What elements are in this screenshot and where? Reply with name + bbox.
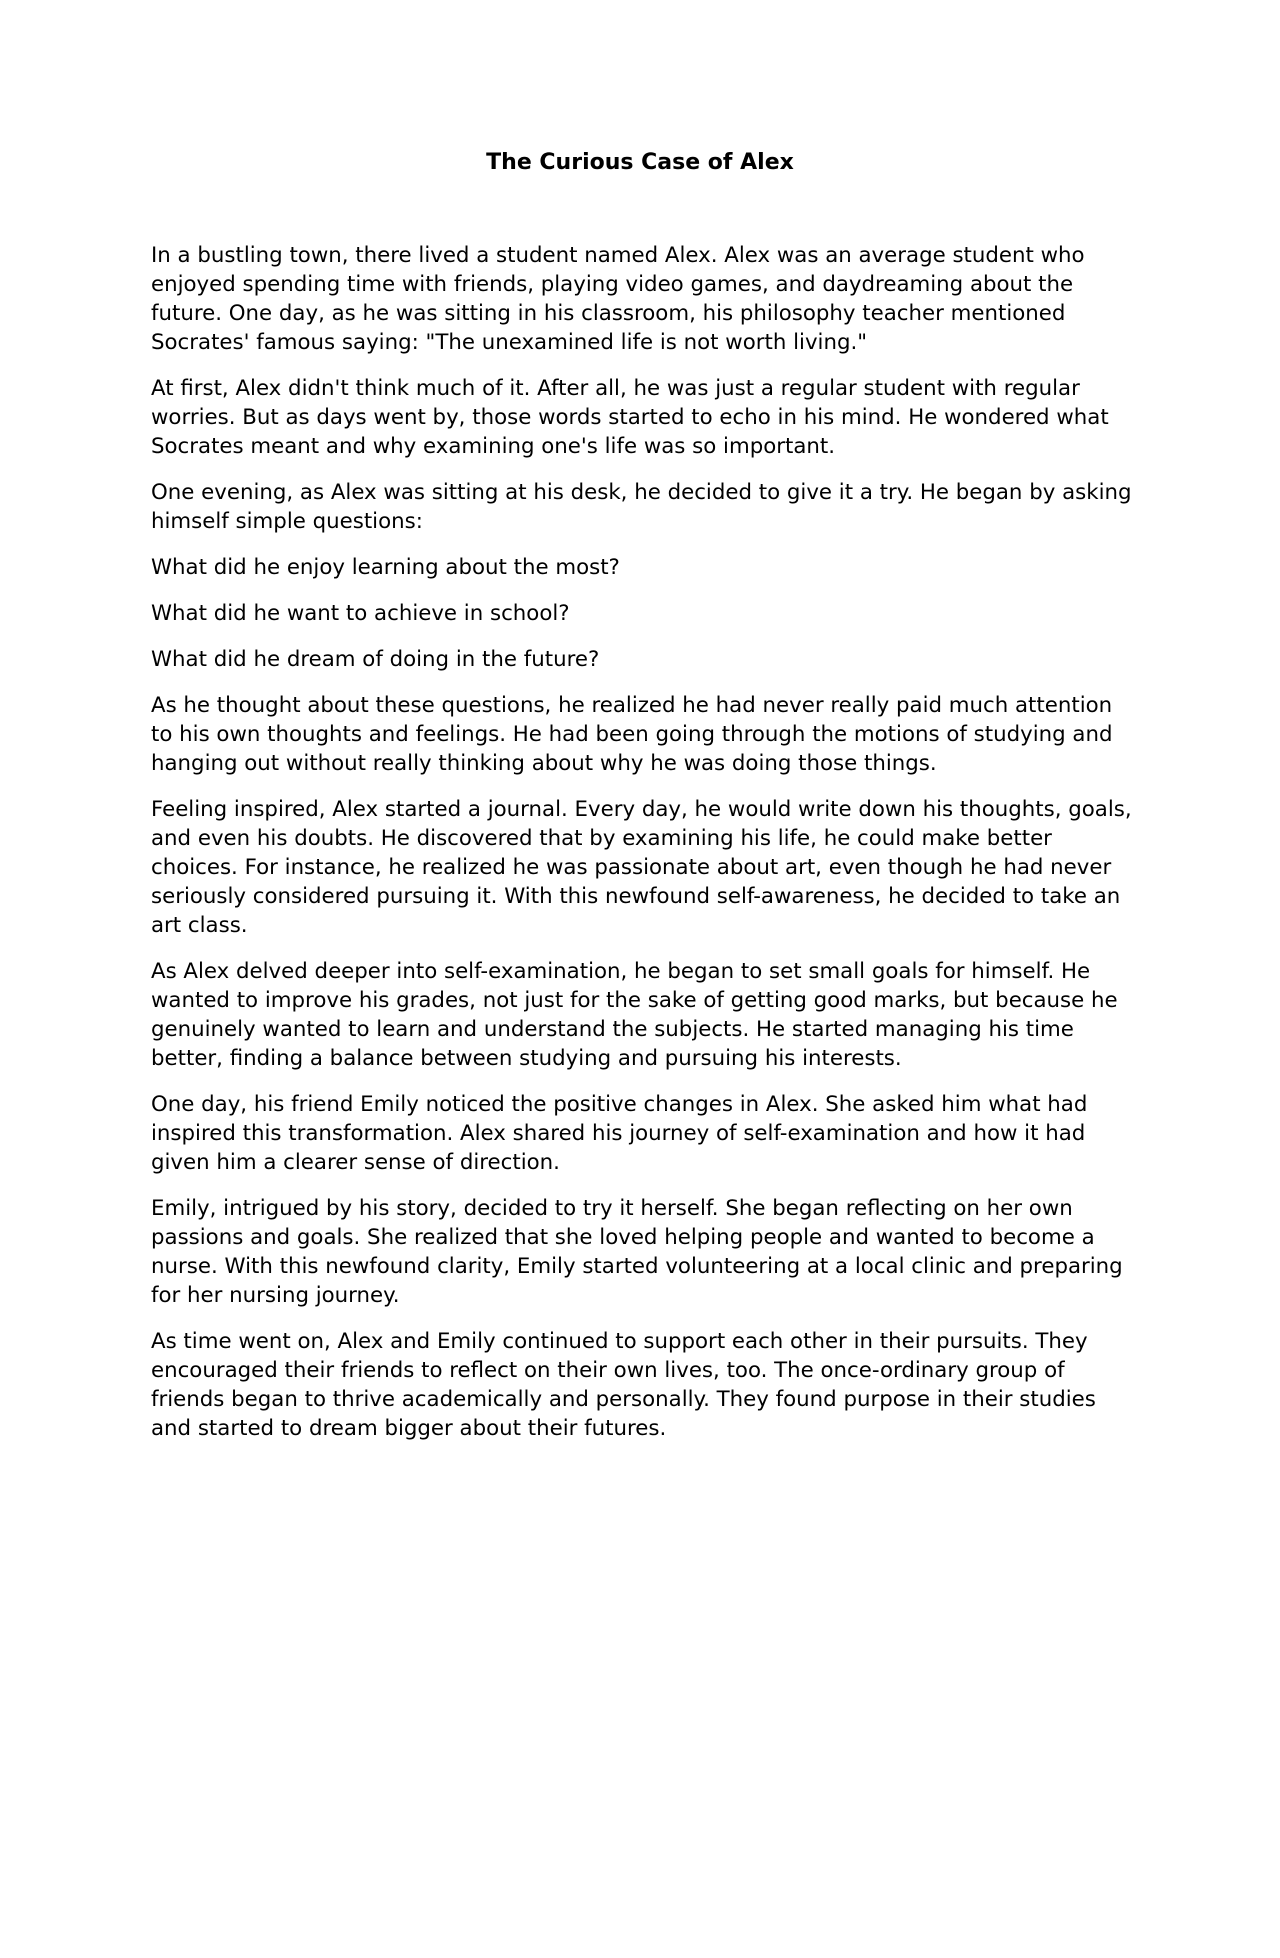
question-line: What did he want to achieve in school? (151, 601, 570, 626)
question-line: What did he enjoy learning about the most? (151, 555, 620, 580)
paragraph: Emily, intrigued by his story, decided to try it herself. She began reflecting on her own passions and goals. She realized that she loved helping people and wanted to become a nurse. With this newfound clarity, Emily started volunteering at a local clinic and preparing for her nursing journey. (151, 1196, 1123, 1308)
paragraph: One day, his friend Emily noticed the positive changes in Alex. She asked him what had inspired this transformation. Alex shared his journey of self-examination and how it had given him a clearer sense of direction. (151, 1092, 1088, 1175)
paragraph: In a bustling town, there lived a student named Alex. Alex was an average student who enjoyed spending time with friends, playing video games, and daydreaming about the future. One day, as he was sitting in his classroom, his philosophy teacher mentioned Socrates' famous saying: "The unexamined life is not worth living." (151, 243, 1085, 355)
paragraph: As he thought about these questions, he realized he had never really paid much attention to his own thoughts and feelings. He had been going through the motions of studying and hanging out without really thinking about why he was doing those things. (151, 693, 1113, 776)
document-body (151, 241, 1138, 1460)
paragraph: At first, Alex didn't think much of it. After all, he was just a regular student with regular worries. But as days went by, those words started to echo in his mind. He wondered what Socrates meant and why examining one's life was so important. (151, 376, 1109, 459)
paragraph: Feeling inspired, Alex started a journal. Every day, he would write down his thoughts, goals, and even his doubts. He discovered that by examining his life, he could make better choices. For instance, he realized he was passionate about art, even though he had never seriously considered pursuing it. With this newfound self-awareness, he decided to take an art class. (151, 797, 1132, 938)
paragraph: One evening, as Alex was sitting at his desk, he decided to give it a try. He began by asking himself simple questions: (151, 480, 1132, 534)
document-title: The Curious Case of Alex (486, 150, 794, 175)
paragraph: As time went on, Alex and Emily continued to support each other in their pursuits. They encouraged their friends to reflect on their own lives, too. The once-ordinary group of friends began to thrive academically and personally. They found purpose in their studies and started to dream bigger about their futures. (151, 1329, 1096, 1441)
question-line: What did he dream of doing in the future? (151, 647, 600, 672)
paragraph: As Alex delved deeper into self-examination, he began to set small goals for himself. He wanted to improve his grades, not just for the sake of getting good marks, but because he genuinely wanted to learn and understand the subjects. He started managing his time better, finding a balance between studying and pursuing his interests. (151, 959, 1118, 1071)
